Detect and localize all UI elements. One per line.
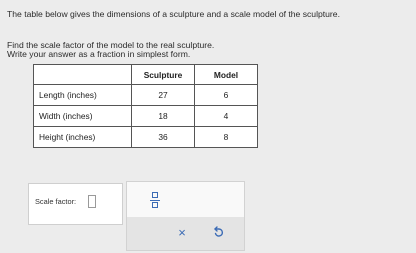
cell-height-model: 8 [195,127,258,148]
keypad-action-bar [127,217,244,250]
table-row [34,127,258,148]
cell-height-sculpture: 36 [132,127,195,148]
math-keypad [126,181,245,251]
table-header-model: Model [195,65,258,85]
row-label-length: Length (inches) [34,85,132,106]
table-row [34,85,258,106]
dimensions-table [33,64,258,148]
table-header-row [34,65,258,85]
problem-statement: The table below gives the dimensions of a sculpture and a scale model of the sculpture. [7,9,340,19]
scale-factor-label: Scale factor: [35,197,77,206]
cell-width-sculpture: 18 [132,106,195,127]
cell-length-model: 6 [195,85,258,106]
fraction-button[interactable] [150,191,162,211]
close-icon: × [178,225,186,240]
cell-width-model: 4 [195,106,258,127]
row-label-width: Width (inches) [34,106,132,127]
scale-factor-input[interactable] [88,195,96,208]
undo-button[interactable] [207,222,229,244]
cell-length-sculpture: 27 [132,85,195,106]
answer-container [28,183,123,225]
table-header-empty [34,65,132,85]
row-label-height: Height (inches) [34,127,132,148]
clear-button[interactable] [171,222,193,244]
instruction-scale-factor: Find the scale factor of the model to the real sculpture. [7,40,215,50]
table-header-sculpture: Sculpture [132,65,195,85]
table-row [34,106,258,127]
undo-icon [207,226,229,239]
instruction-simplest-form: Write your answer as a fraction in simplest form. [7,49,191,59]
